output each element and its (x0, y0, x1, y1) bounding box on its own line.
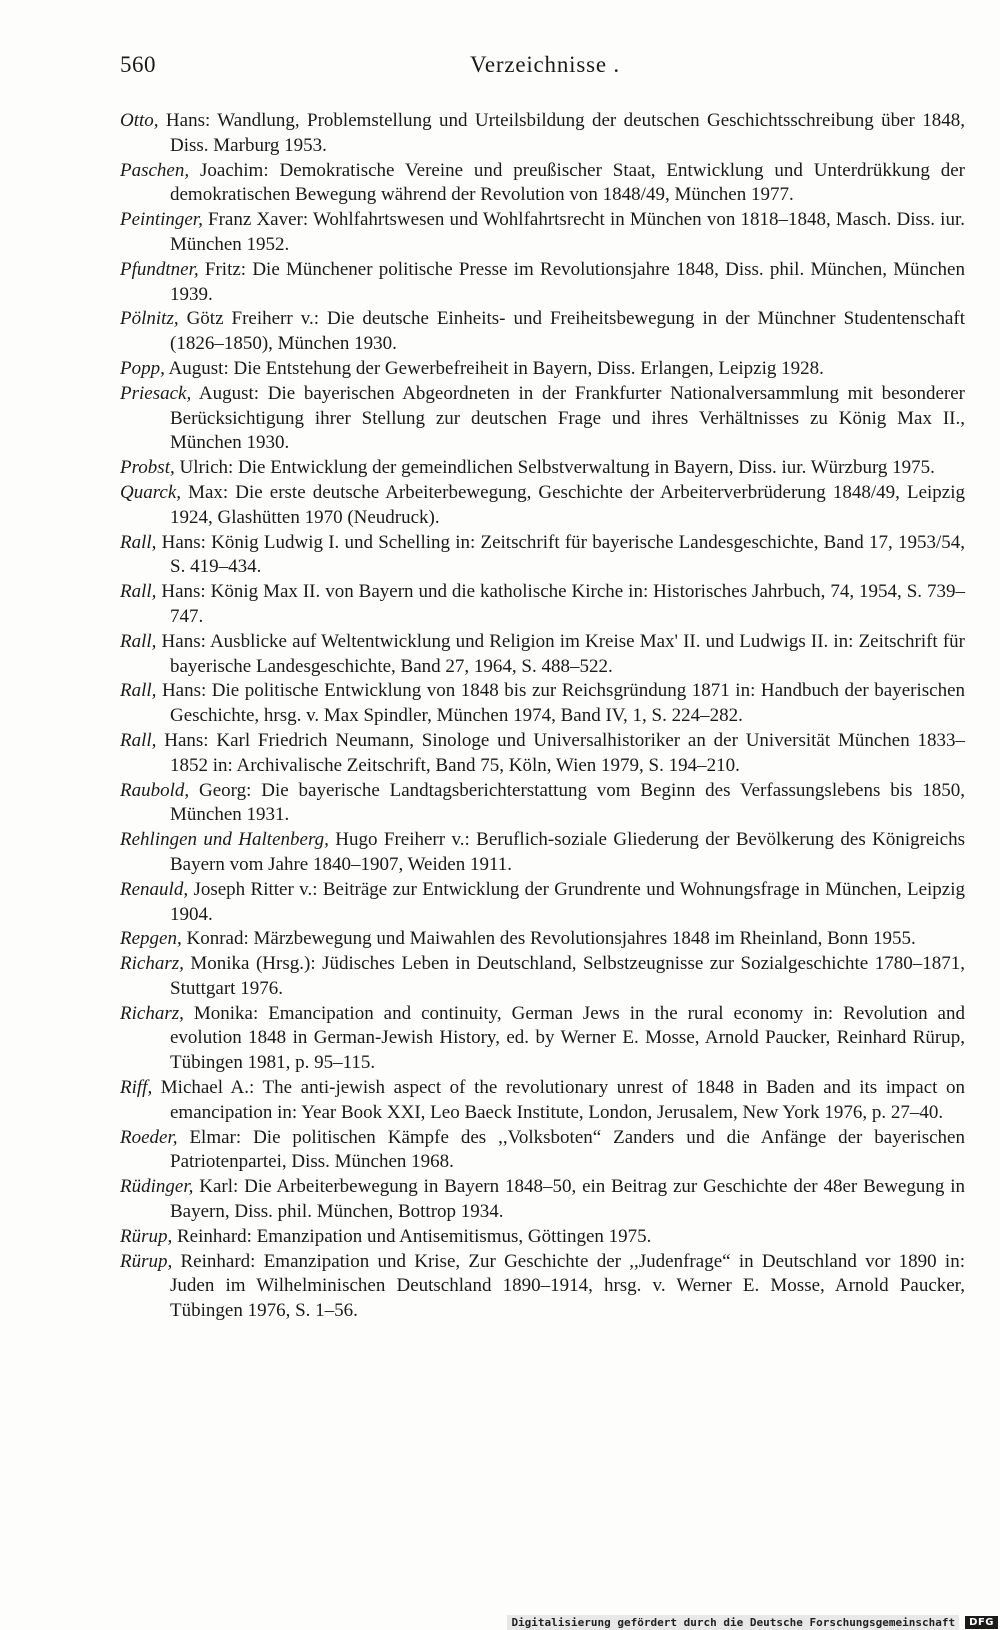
entry-text: Monika: Emancipation and continuity, German Jews in the rural economy in: Revolution and evolution 1848 in German-Jewish History, ed. by Werner E. Mosse, Arnold Paucker, Reinhard Rürup, Tübingen 1981, p. 95–115. (170, 1002, 965, 1074)
entry-author: Quarck, (120, 481, 182, 503)
entry-text: Götz Freiherr v.: Die deutsche Einheits- und Freiheitsbewegung in der Münchner Studentenschaft (1826–1850), München 1930. (170, 308, 965, 355)
entry-text: Hans: Wandlung, Problemstellung und Urteilsbildung der deutschen Geschichtsschreibung über 1848, Diss. Marburg 1953. (158, 110, 965, 156)
bibliography-entry (120, 109, 965, 159)
bibliography-entry (120, 630, 965, 680)
entry-text: Max: Die erste deutsche Arbeiterbewegung, Geschichte der Arbeiterverbrüderung 1848/49, Leipzig 1924, Glashütten 1970 (Neudruck). (170, 481, 965, 528)
digitization-footer (507, 1614, 1000, 1630)
entry-text: Ulrich: Die Entwicklung der gemeindlichen Selbstverwaltung in Bayern, Diss. iur. Würzburg 1975. (174, 457, 935, 479)
running-head: Verzeichnisse . (470, 52, 620, 77)
entry-author: Richarz, (120, 1002, 184, 1024)
page-number: 560 (120, 52, 156, 77)
footer-credit: Digitalisierung gefördert durch die Deutsche Forschungsgemeinschaft (507, 1615, 959, 1630)
bibliography-entry (120, 258, 965, 308)
bibliography-entry (120, 580, 965, 630)
entry-author: Rall, (120, 630, 157, 652)
entry-text: Hans: Ausblicke auf Weltentwicklung und Religion im Kreise Max' II. und Ludwigs II. in: Zeitschrift für bayerische Landesgeschichte, Band 27, 1964, S. 488–522. (156, 630, 965, 677)
entry-text: August: Die bayerischen Abgeordneten in der Frankfurter Nationalversammlung mit besonderer Berücksichtigung ihrer Stellung zur deutschen Frage und ihres Verhältnisses zu König Max II., München 1930. (170, 382, 965, 454)
entry-author: Priesack, (120, 382, 192, 404)
entry-text: Elmar: Die politischen Kämpfe des ,,Volksboten“ Zanders und die Anfänge der bayerischen Patriotenpartei, Diss. München 1968. (170, 1126, 965, 1173)
entry-author: Rehlingen und Haltenberg, (120, 829, 329, 851)
entry-text: Hans: König Max II. von Bayern und die katholische Kirche in: Historisches Jahrbuch, 74, 1954, S. 739–747. (156, 581, 965, 627)
entry-author: Repgen, (120, 928, 182, 950)
entry-text: Joseph Ritter v.: Beiträge zur Entwicklung der Grundrente und Wohnungsfrage in München, Leipzig 1904. (170, 878, 965, 925)
entry-text: Konrad: Märzbewegung und Maiwahlen des Revolutionsjahres 1848 im Rheinland, Bonn 1955. (181, 928, 916, 950)
entry-author: Rüdinger, (120, 1176, 194, 1198)
bibliography-entry (120, 456, 965, 481)
bibliography-entry (120, 679, 965, 729)
bibliography-entry (120, 878, 965, 928)
page-header (120, 52, 965, 82)
entry-author: Raubold, (120, 779, 190, 801)
entry-text: August: Die Entstehung der Gewerbefreiheit in Bayern, Diss. Erlangen, Leipzig 1928. (164, 357, 824, 379)
bibliography-entry (120, 828, 965, 878)
entry-author: Otto, (120, 110, 159, 131)
bibliography-entry (120, 382, 965, 456)
entry-author: Paschen, (120, 159, 190, 181)
entry-author: Pölnitz, (120, 308, 179, 330)
entry-author: Pfundtner, (120, 258, 199, 280)
entry-author: Rall, (120, 729, 157, 751)
dfg-logo: DFG (965, 1616, 998, 1629)
bibliography-entry (120, 952, 965, 1002)
entry-text: Karl: Die Arbeiterbewegung in Bayern 1848–50, ein Beitrag zur Geschichte der 48er Bewegung in Bayern, Diss. phil. München, Bottrop 1934. (170, 1176, 965, 1223)
entry-author: Popp, (120, 357, 165, 379)
bibliography-entry (120, 1225, 965, 1250)
bibliography-entry (120, 927, 965, 952)
entry-author: Rall, (120, 531, 157, 553)
bibliography-entry (120, 729, 965, 779)
entry-author: Peintinger, (120, 209, 203, 231)
bibliography-entry (120, 531, 965, 581)
entry-text: Reinhard: Emanzipation und Krise, Zur Geschichte der ,,Judenfrage“ in Deutschland vor 1890 in: Juden im Wilhelminischen Deutschland 1890–1914, hrsg. v. Werner E. Mosse, Arnold Paucker, Tübingen 1976, S. 1–56. (170, 1250, 965, 1322)
entry-text: Monika (Hrsg.): Jüdisches Leben in Deutschland, Selbstzeugnisse zur Sozialgeschichte 1780–1871, Stuttgart 1976. (170, 953, 965, 999)
entry-text: Hans: Karl Friedrich Neumann, Sinologe und Universalhistoriker an der Universität München 1833–1852 in: Archivalische Zeitschrift, Band 75, Köln, Wien 1979, S. 194–210. (156, 729, 965, 776)
bibliography-entry (120, 481, 965, 531)
entry-text: Hugo Freiherr v.: Beruflich-soziale Gliederung der Bevölkerung des Königreichs Bayern vom Jahre 1840–1907, Weiden 1911. (170, 829, 965, 875)
bibliography-entry (120, 1175, 965, 1225)
entry-text: Georg: Die bayerische Landtagsberichterstattung vom Beginn des Verfassungslebens bis 1850, München 1931. (170, 779, 965, 826)
entry-author: Richarz, (120, 953, 184, 975)
entry-text: Fritz: Die Münchener politische Presse im Revolutionsjahre 1848, Diss. phil. München, München 1939. (170, 258, 965, 305)
entry-author: Renauld, (120, 878, 189, 900)
bibliography-entry (120, 159, 965, 209)
entry-author: Probst, (120, 457, 175, 479)
bibliography-entry (120, 208, 965, 258)
entry-author: Rall, (120, 581, 157, 603)
bibliography-entry (120, 779, 965, 829)
entry-author: Rürup, (120, 1250, 173, 1272)
bibliography-list (120, 109, 965, 1324)
entry-text: Reinhard: Emanzipation und Antisemitismus, Göttingen 1975. (172, 1225, 652, 1247)
bibliography-entry (120, 307, 965, 357)
entry-text: Joachim: Demokratische Vereine und preußischer Staat, Entwicklung und Unterdrükkung der demokratischen Bewegung während der Revolution von 1848/49, München 1977. (170, 159, 965, 206)
entry-text: Michael A.: The anti-jewish aspect of the revolutionary unrest of 1848 in Baden and its impact on emancipation in: Year Book XXI, Leo Baeck Institute, London, Jerusalem, New York 1976, p. 27–40. (152, 1077, 965, 1123)
entry-author: Roeder, (120, 1126, 178, 1148)
entry-text: Franz Xaver: Wohlfahrtswesen und Wohlfahrtsrecht in München von 1818–1848, Masch. Diss. iur. München 1952. (170, 209, 965, 255)
bibliography-entry (120, 1076, 965, 1126)
entry-text: Hans: König Ludwig I. und Schelling in: Zeitschrift für bayerische Landesgeschichte, Band 17, 1953/54, S. 419–434. (156, 531, 965, 578)
bibliography-entry (120, 357, 965, 382)
entry-author: Rall, (120, 680, 157, 702)
bibliography-entry (120, 1250, 965, 1324)
bibliography-entry (120, 1126, 965, 1176)
entry-author: Rürup, (120, 1225, 173, 1247)
entry-text: Hans: Die politische Entwicklung von 1848 bis zur Reichsgründung 1871 in: Handbuch der bayerischen Geschichte, hrsg. v. Max Spindler, München 1974, Band IV, 1, S. 224–282. (156, 680, 965, 727)
bibliography-entry (120, 1002, 965, 1076)
entry-author: Riff, (120, 1077, 153, 1099)
